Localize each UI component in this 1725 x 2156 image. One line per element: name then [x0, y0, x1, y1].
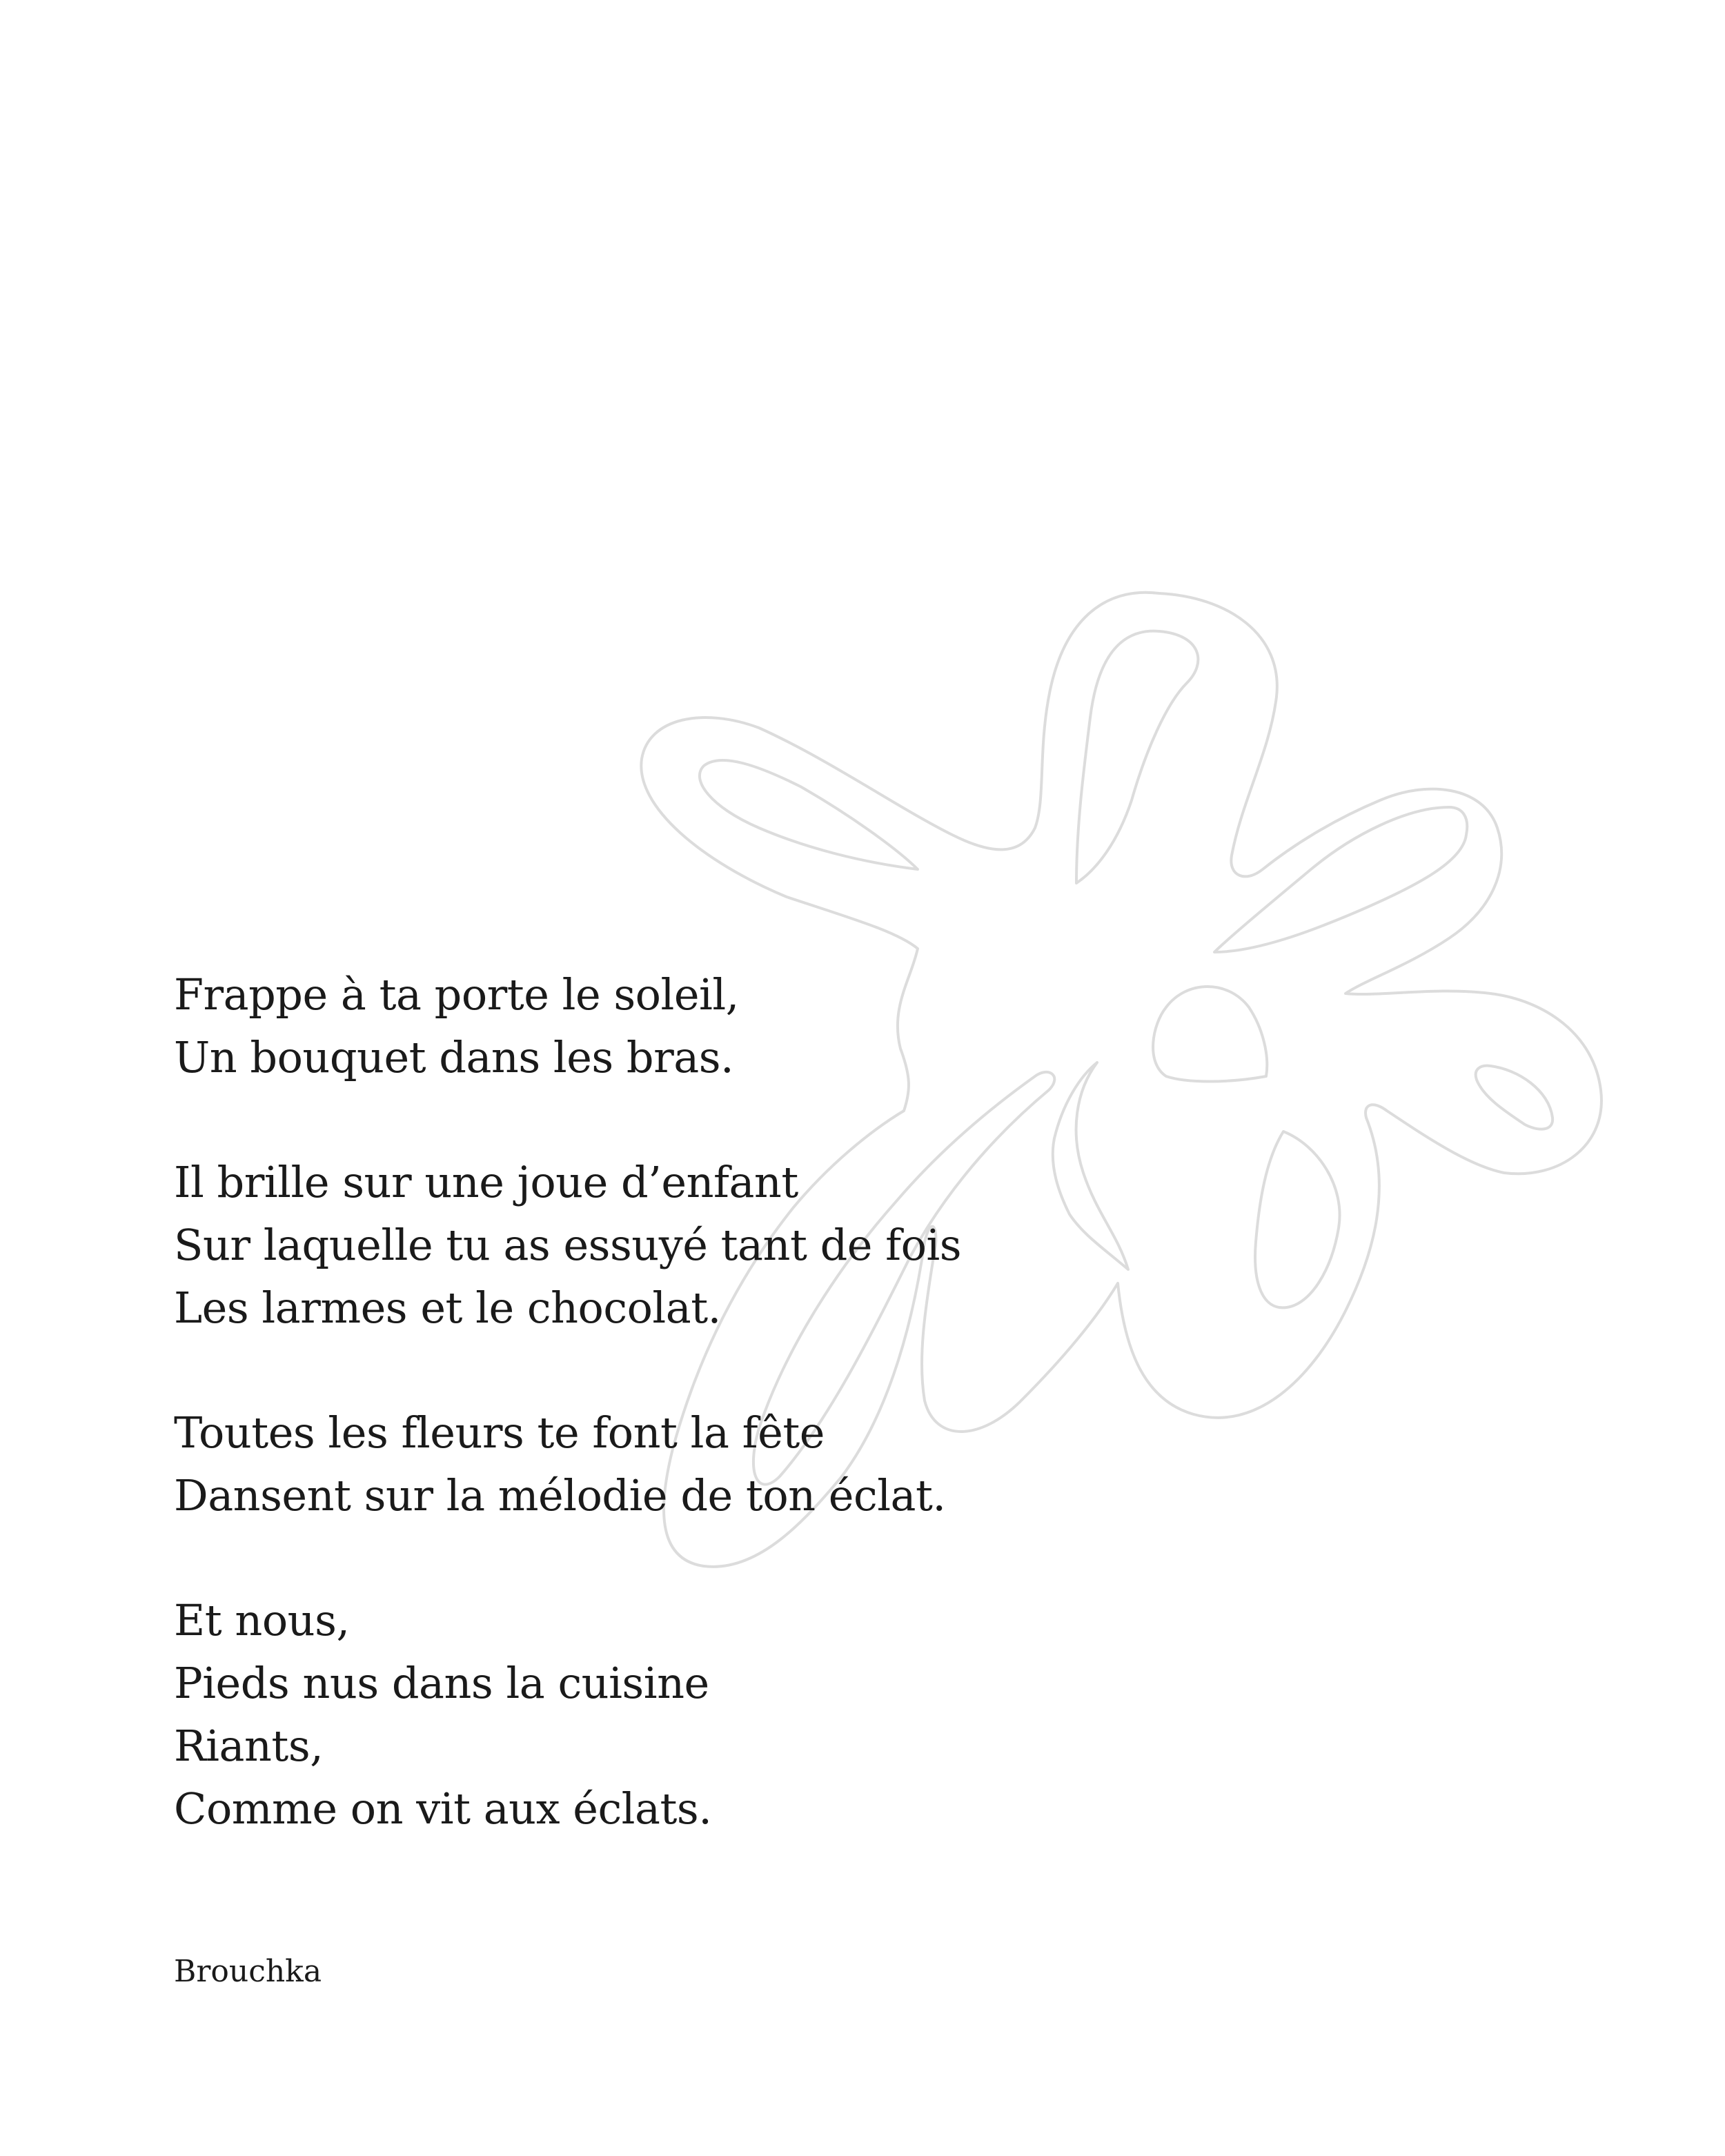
poem-line: Pieds nus dans la cuisine — [174, 1658, 709, 1708]
author-signature: Brouchka — [174, 1954, 322, 1989]
poem-line: Toutes les fleurs te font la fête — [174, 1407, 825, 1458]
poem-line: Et nous, — [174, 1595, 350, 1645]
flower-petal-right — [1214, 807, 1467, 952]
stanza — [174, 1401, 1209, 1527]
poem — [174, 963, 1209, 1902]
poem-line: Sur laquelle tu as essuyé tant de fois — [174, 1220, 962, 1270]
flower-petal-top — [1076, 631, 1198, 883]
poem-line: Il brille sur une joue d’enfant — [174, 1157, 798, 1207]
stanza — [174, 963, 1209, 1089]
poem-line: Riants, — [174, 1721, 324, 1771]
flower-petal-lower-right — [1255, 1131, 1339, 1307]
poem-line: Frappe à ta porte le soleil, — [174, 969, 739, 1020]
stanza — [174, 1151, 1209, 1339]
poem-line: Les larmes et le chocolat. — [174, 1283, 721, 1333]
poem-line: Dansent sur la mélodie de ton éclat. — [174, 1470, 946, 1521]
poem-line: Comme on vit aux éclats. — [174, 1783, 712, 1834]
stanza — [174, 1589, 1209, 1840]
flower-petal-left — [700, 760, 918, 869]
poem-line: Un bouquet dans les bras. — [174, 1032, 734, 1082]
flower-petal-small-right — [1476, 1066, 1552, 1129]
